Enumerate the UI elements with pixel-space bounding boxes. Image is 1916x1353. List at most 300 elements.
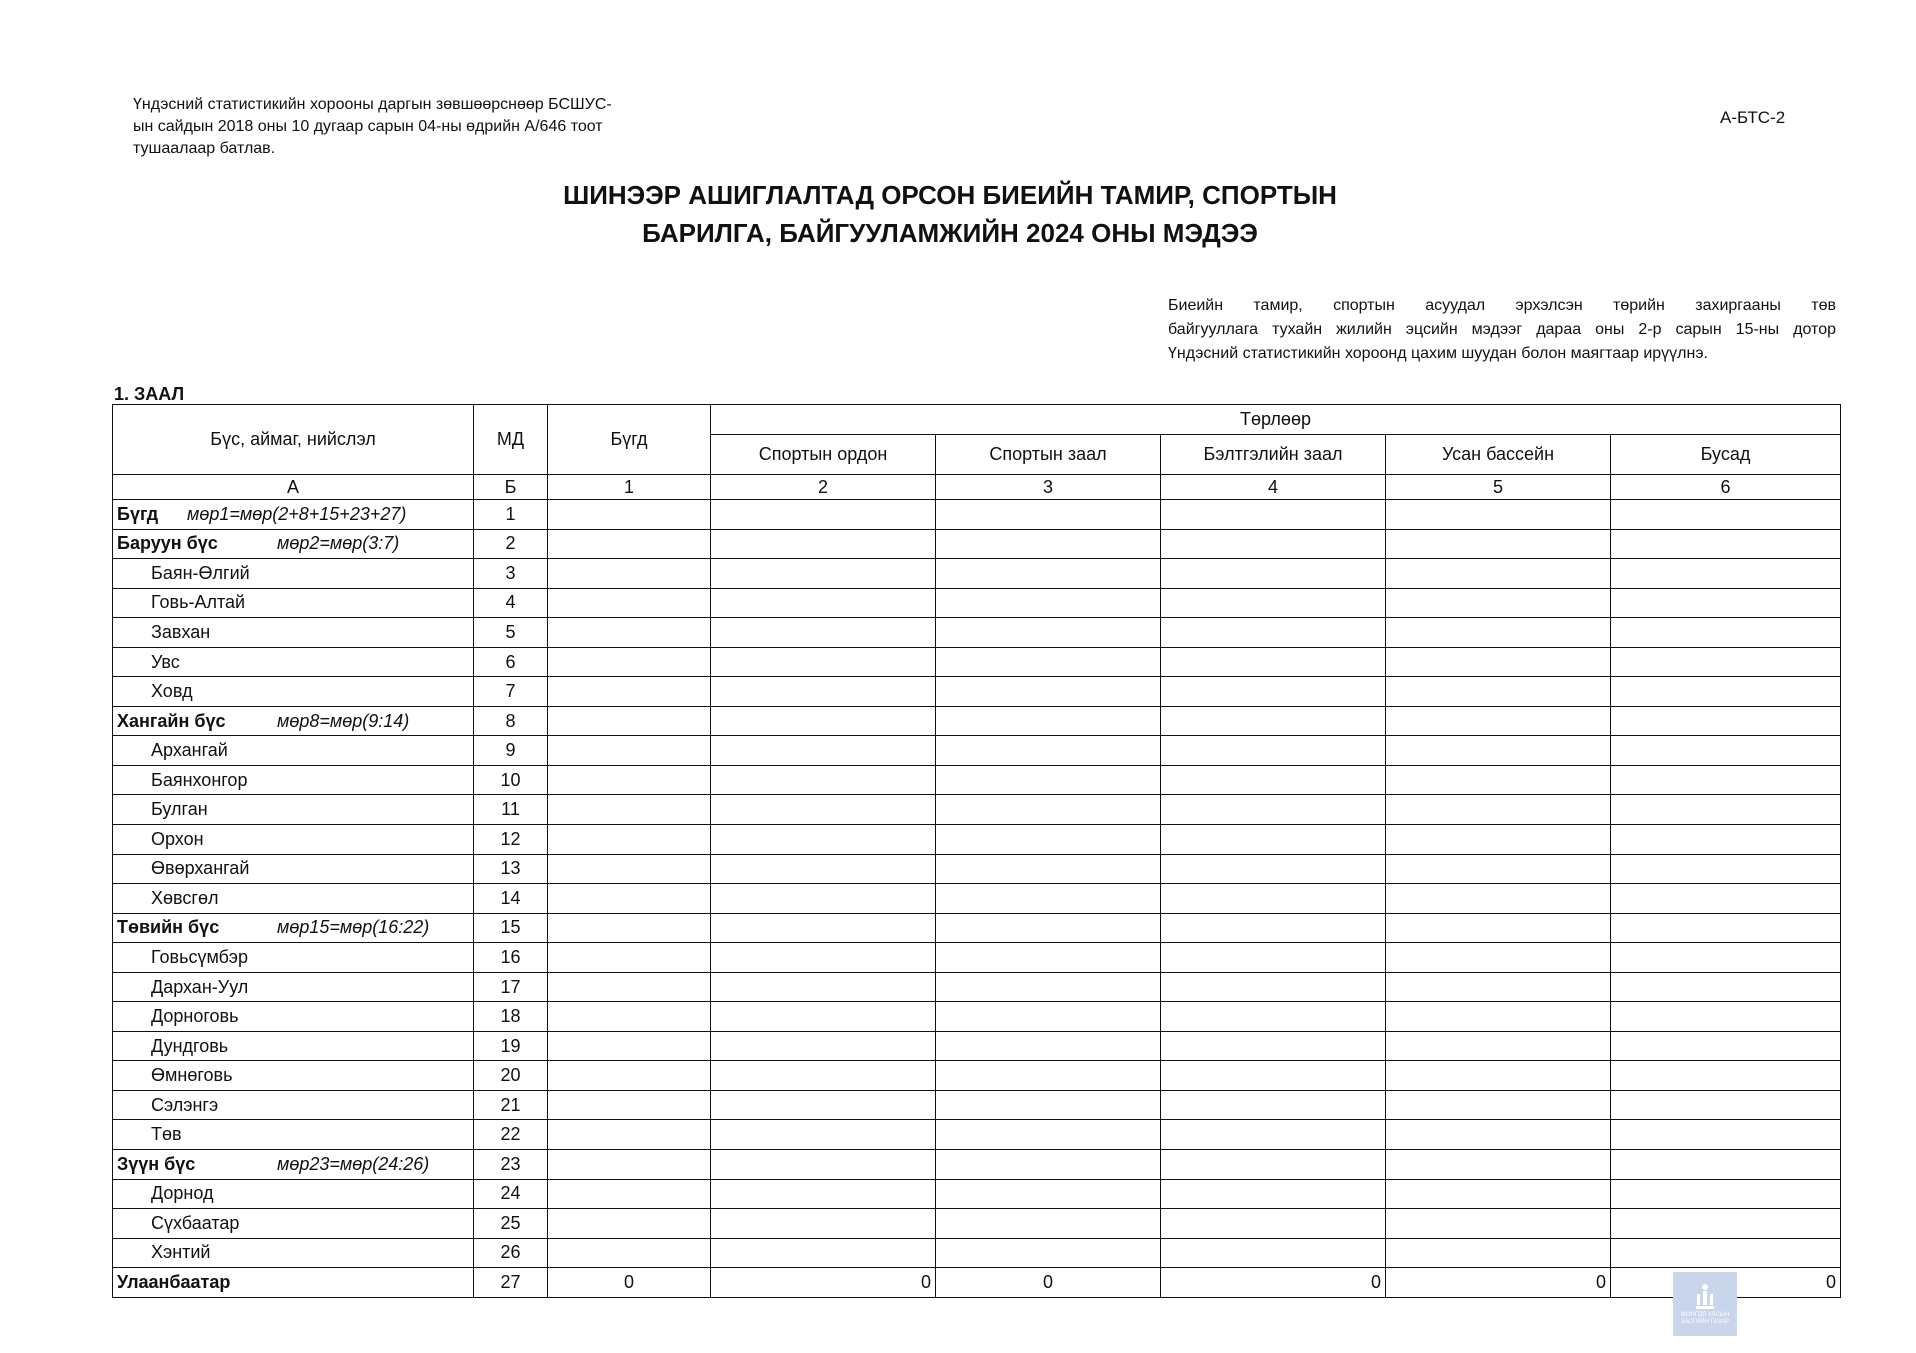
value-cell[interactable] [548, 1179, 711, 1209]
value-cell[interactable] [1386, 884, 1611, 914]
table-row [113, 1090, 1841, 1120]
value-cell[interactable] [1161, 1209, 1386, 1239]
state-emblem-icon [1694, 1282, 1716, 1312]
row-name: Говь-Алтай [151, 592, 246, 613]
row-md: 3 [474, 559, 548, 589]
value-cell[interactable] [1611, 618, 1841, 648]
value-cell[interactable] [1611, 559, 1841, 589]
value-cell[interactable] [711, 529, 936, 559]
row-name-cell [113, 588, 474, 618]
value-cell[interactable]: 0 [1611, 1268, 1841, 1298]
header-by-type: Төрлөөр [711, 405, 1841, 435]
row-md: 12 [474, 825, 548, 855]
value-cell[interactable] [1161, 795, 1386, 825]
row-name: Орхон [151, 828, 204, 849]
row-md: 10 [474, 765, 548, 795]
value-cell[interactable] [936, 706, 1161, 736]
value-cell[interactable] [1161, 972, 1386, 1002]
value-cell[interactable] [711, 1002, 936, 1032]
value-cell[interactable] [936, 854, 1161, 884]
column-index: 1 [548, 475, 711, 500]
value-cell[interactable] [1386, 825, 1611, 855]
value-cell[interactable] [1161, 706, 1386, 736]
table-row [113, 854, 1841, 884]
row-md: 2 [474, 529, 548, 559]
value-cell[interactable] [1611, 795, 1841, 825]
row-md: 16 [474, 943, 548, 973]
row-name-cell [113, 884, 474, 914]
table-row [113, 943, 1841, 973]
value-cell[interactable] [1386, 1090, 1611, 1120]
row-md: 7 [474, 677, 548, 707]
row-md: 27 [474, 1268, 548, 1298]
column-index: 3 [936, 475, 1161, 500]
row-md: 5 [474, 618, 548, 648]
row-md: 4 [474, 588, 548, 618]
value-cell[interactable] [548, 559, 711, 589]
value-cell[interactable] [1161, 884, 1386, 914]
row-md: 24 [474, 1179, 548, 1209]
value-cell[interactable]: 0 [1386, 1268, 1611, 1298]
value-cell[interactable] [1386, 1179, 1611, 1209]
approval-line: тушаалаар батлав. [133, 140, 276, 157]
row-name: Төвийн бүс [117, 917, 220, 938]
value-cell[interactable] [1161, 500, 1386, 530]
value-cell[interactable] [1161, 943, 1386, 973]
value-cell[interactable] [711, 913, 936, 943]
table-row [113, 825, 1841, 855]
value-cell[interactable] [1386, 588, 1611, 618]
value-cell[interactable] [1386, 1061, 1611, 1091]
row-name-cell [113, 1120, 474, 1150]
row-name: Ховд [151, 681, 193, 702]
value-cell[interactable] [711, 588, 936, 618]
column-index: А [113, 475, 474, 500]
row-md: 8 [474, 706, 548, 736]
row-formula: мөр23=мөр(24:26) [277, 1153, 430, 1174]
value-cell[interactable] [711, 736, 936, 766]
value-cell[interactable] [1611, 1061, 1841, 1091]
value-cell[interactable] [936, 1209, 1161, 1239]
row-name: Дорнод [151, 1183, 214, 1204]
value-cell[interactable] [1611, 1002, 1841, 1032]
value-cell[interactable] [1161, 1002, 1386, 1032]
row-name: Өвөрхангай [151, 858, 250, 879]
row-name-cell [113, 943, 474, 973]
value-cell[interactable] [936, 1179, 1161, 1209]
row-name-cell [113, 529, 474, 559]
row-md: 6 [474, 647, 548, 677]
row-md: 17 [474, 972, 548, 1002]
value-cell[interactable] [1161, 677, 1386, 707]
approval-line: ын сайдын 2018 оны 10 дугаар сарын 04-ны өдрийн А/646 тоот [133, 118, 603, 135]
value-cell[interactable] [548, 943, 711, 973]
value-cell[interactable] [548, 795, 711, 825]
value-cell[interactable] [936, 972, 1161, 1002]
value-cell[interactable] [1611, 943, 1841, 973]
value-cell[interactable] [1386, 736, 1611, 766]
value-cell[interactable] [548, 500, 711, 530]
table-row [113, 795, 1841, 825]
note-line: байгууллага тухайн жилийн эцсийн мэдээг дараа оны 2-р сарын 15-ны дотор [1168, 321, 1836, 338]
row-md: 23 [474, 1150, 548, 1180]
report-table [112, 404, 1841, 1298]
table-row [113, 1150, 1841, 1180]
value-cell[interactable] [548, 677, 711, 707]
value-cell[interactable] [1161, 1061, 1386, 1091]
row-formula: мөр1=мөр(2+8+15+23+27) [187, 503, 407, 524]
row-name: Архангай [151, 740, 228, 761]
value-cell[interactable] [936, 647, 1161, 677]
row-md: 9 [474, 736, 548, 766]
value-cell[interactable] [1386, 1120, 1611, 1150]
value-cell[interactable]: 0 [548, 1268, 711, 1298]
value-cell[interactable] [1161, 1031, 1386, 1061]
header-total: Бүгд [548, 405, 711, 475]
value-cell[interactable] [1161, 529, 1386, 559]
row-md: 19 [474, 1031, 548, 1061]
row-name-cell [113, 618, 474, 648]
table-row [113, 1120, 1841, 1150]
emblem-caption: МОНГОЛ УЛСЫН ЗАСГИЙН ГАЗАР [1680, 1312, 1730, 1325]
row-md: 1 [474, 500, 548, 530]
value-cell[interactable] [1386, 647, 1611, 677]
value-cell[interactable] [711, 1120, 936, 1150]
row-name-cell [113, 825, 474, 855]
value-cell[interactable] [711, 1150, 936, 1180]
value-cell[interactable] [1611, 706, 1841, 736]
value-cell[interactable] [711, 972, 936, 1002]
row-name: Өмнөговь [151, 1065, 233, 1086]
value-cell[interactable] [1386, 1238, 1611, 1268]
table-row [113, 1238, 1841, 1268]
value-cell[interactable] [548, 1150, 711, 1180]
value-cell[interactable] [936, 1090, 1161, 1120]
value-cell[interactable] [936, 677, 1161, 707]
value-cell[interactable] [936, 1120, 1161, 1150]
value-cell[interactable] [548, 647, 711, 677]
row-name: Хөвсгөл [151, 887, 219, 908]
row-name: Дархан-Уул [151, 976, 249, 997]
approval-line: Үндэсний статистикийн хорооны даргын зөвшөөрснөөр БСШУС- [133, 96, 612, 113]
value-cell[interactable] [1386, 1002, 1611, 1032]
value-cell[interactable] [1161, 1090, 1386, 1120]
row-name-cell [113, 795, 474, 825]
value-cell[interactable] [1386, 677, 1611, 707]
value-cell[interactable] [936, 618, 1161, 648]
value-cell[interactable] [548, 972, 711, 1002]
value-cell[interactable] [1611, 1179, 1841, 1209]
value-cell[interactable] [1386, 943, 1611, 973]
value-cell[interactable]: 0 [936, 1268, 1161, 1298]
value-cell[interactable] [1386, 559, 1611, 589]
row-name: Говьсүмбэр [151, 946, 248, 967]
submission-note [1168, 294, 1836, 366]
value-cell[interactable] [1386, 765, 1611, 795]
page-title [400, 176, 1500, 252]
value-cell[interactable] [548, 1090, 711, 1120]
column-index: 4 [1161, 475, 1386, 500]
value-cell[interactable] [1386, 500, 1611, 530]
value-cell[interactable] [1161, 1238, 1386, 1268]
value-cell[interactable] [548, 706, 711, 736]
value-cell[interactable] [548, 825, 711, 855]
value-cell[interactable] [711, 943, 936, 973]
table-row [113, 1031, 1841, 1061]
row-name-cell [113, 1061, 474, 1091]
value-cell[interactable] [1386, 1150, 1611, 1180]
value-cell[interactable] [1386, 972, 1611, 1002]
value-cell[interactable] [1611, 884, 1841, 914]
header-type: Бэлтгэлийн заал [1161, 435, 1386, 475]
value-cell[interactable] [1161, 559, 1386, 589]
value-cell[interactable] [1611, 765, 1841, 795]
row-name-cell [113, 1238, 474, 1268]
value-cell[interactable] [711, 854, 936, 884]
value-cell[interactable] [1611, 529, 1841, 559]
row-name-cell [113, 765, 474, 795]
value-cell[interactable] [711, 795, 936, 825]
value-cell[interactable] [1161, 588, 1386, 618]
value-cell[interactable] [548, 1061, 711, 1091]
value-cell[interactable] [711, 1061, 936, 1091]
row-md: 18 [474, 1002, 548, 1032]
row-name-cell [113, 559, 474, 589]
header-type: Спортын ордон [711, 435, 936, 475]
value-cell[interactable] [1611, 647, 1841, 677]
row-name-cell [113, 677, 474, 707]
table-row [113, 736, 1841, 766]
value-cell[interactable] [1386, 795, 1611, 825]
value-cell[interactable] [711, 706, 936, 736]
row-name-cell [113, 1209, 474, 1239]
value-cell[interactable] [1386, 618, 1611, 648]
row-md: 21 [474, 1090, 548, 1120]
value-cell[interactable] [1161, 825, 1386, 855]
section-title: 1. ЗААЛ [114, 384, 185, 404]
approval-note [133, 94, 693, 160]
value-cell[interactable] [711, 559, 936, 589]
row-name: Дундговь [151, 1035, 229, 1056]
value-cell[interactable] [936, 765, 1161, 795]
value-cell[interactable] [711, 677, 936, 707]
value-cell[interactable] [1611, 1120, 1841, 1150]
value-cell[interactable] [1161, 618, 1386, 648]
table-row [113, 647, 1841, 677]
column-index: Б [474, 475, 548, 500]
value-cell[interactable] [936, 1061, 1161, 1091]
value-cell[interactable] [711, 1179, 936, 1209]
row-name: Булган [151, 799, 208, 820]
value-cell[interactable] [1161, 765, 1386, 795]
value-cell[interactable] [711, 884, 936, 914]
row-name: Зүүн бүс [117, 1153, 196, 1174]
value-cell[interactable]: 0 [711, 1268, 936, 1298]
row-name-cell [113, 1150, 474, 1180]
value-cell[interactable] [1611, 1031, 1841, 1061]
row-name: Дорноговь [151, 1006, 239, 1027]
value-cell[interactable] [711, 1238, 936, 1268]
row-name: Бүгд [117, 503, 159, 524]
value-cell[interactable] [1611, 854, 1841, 884]
value-cell[interactable] [1611, 677, 1841, 707]
value-cell[interactable] [711, 500, 936, 530]
row-name: Завхан [151, 621, 211, 642]
value-cell[interactable] [1386, 529, 1611, 559]
row-formula: мөр2=мөр(3:7) [277, 533, 400, 554]
value-cell[interactable] [936, 500, 1161, 530]
value-cell[interactable] [936, 529, 1161, 559]
value-cell[interactable] [1611, 1209, 1841, 1239]
row-name: Хангайн бүс [117, 710, 226, 731]
value-cell[interactable] [548, 1031, 711, 1061]
title-line: БАРИЛГА, БАЙГУУЛАМЖИЙН 2024 ОНЫ МЭДЭЭ [642, 218, 1258, 248]
table-row [113, 618, 1841, 648]
row-name: Сэлэнгэ [151, 1094, 219, 1115]
header-type: Бусад [1611, 435, 1841, 475]
row-md: 11 [474, 795, 548, 825]
value-cell[interactable] [1611, 1150, 1841, 1180]
table-row [113, 1209, 1841, 1239]
row-formula: мөр8=мөр(9:14) [277, 710, 410, 731]
header-md: МД [474, 405, 548, 475]
value-cell[interactable] [548, 765, 711, 795]
row-md: 15 [474, 913, 548, 943]
value-cell[interactable] [711, 618, 936, 648]
value-cell[interactable] [936, 884, 1161, 914]
value-cell[interactable] [548, 736, 711, 766]
value-cell[interactable] [936, 588, 1161, 618]
note-line: Биеийн тамир, спортын асуудал эрхэлсэн төрийн захиргааны төв [1168, 297, 1836, 314]
table-row [113, 1179, 1841, 1209]
value-cell[interactable] [1161, 736, 1386, 766]
value-cell[interactable] [1611, 1090, 1841, 1120]
row-name-cell [113, 972, 474, 1002]
value-cell[interactable]: 0 [1161, 1268, 1386, 1298]
row-md: 14 [474, 884, 548, 914]
header-region: Бүс, аймаг, нийслэл [113, 405, 474, 475]
value-cell[interactable] [936, 1150, 1161, 1180]
value-cell[interactable] [548, 618, 711, 648]
value-cell[interactable] [1386, 854, 1611, 884]
row-formula: мөр15=мөр(16:22) [277, 917, 430, 938]
value-cell[interactable] [936, 736, 1161, 766]
value-cell[interactable] [1611, 825, 1841, 855]
value-cell[interactable] [548, 1120, 711, 1150]
value-cell[interactable] [1386, 1031, 1611, 1061]
row-name: Увс [151, 651, 180, 672]
table-row [113, 884, 1841, 914]
title-line: ШИНЭЭР АШИГЛАЛТАД ОРСОН БИЕИЙН ТАМИР, СПОРТЫН [563, 180, 1337, 210]
row-md: 25 [474, 1209, 548, 1239]
value-cell[interactable] [1161, 1120, 1386, 1150]
value-cell[interactable] [548, 529, 711, 559]
row-name: Баруун бүс [117, 533, 218, 554]
table-row [113, 913, 1841, 943]
value-cell[interactable] [548, 1209, 711, 1239]
value-cell[interactable] [936, 943, 1161, 973]
row-md: 13 [474, 854, 548, 884]
value-cell[interactable] [936, 559, 1161, 589]
government-emblem [1673, 1272, 1737, 1336]
row-name-cell [113, 913, 474, 943]
table-row [113, 765, 1841, 795]
value-cell[interactable] [548, 1002, 711, 1032]
note-line: Үндэсний статистикийн хороонд цахим шуудан болон маягтаар ирүүлнэ. [1168, 345, 1708, 362]
row-md: 22 [474, 1120, 548, 1150]
value-cell[interactable] [548, 884, 711, 914]
value-cell[interactable] [1386, 1209, 1611, 1239]
value-cell[interactable] [711, 765, 936, 795]
value-cell[interactable] [1611, 736, 1841, 766]
table-row [113, 500, 1841, 530]
value-cell[interactable] [1386, 706, 1611, 736]
column-index: 2 [711, 475, 936, 500]
value-cell[interactable] [1161, 1179, 1386, 1209]
row-name: Баянхонгор [151, 769, 248, 790]
value-cell[interactable] [1611, 1238, 1841, 1268]
value-cell[interactable] [1611, 913, 1841, 943]
value-cell[interactable] [711, 1209, 936, 1239]
row-name: Сүхбаатар [151, 1212, 240, 1233]
value-cell[interactable] [1611, 972, 1841, 1002]
value-cell[interactable] [1161, 647, 1386, 677]
value-cell[interactable] [548, 913, 711, 943]
table-row [113, 1002, 1841, 1032]
column-index: 6 [1611, 475, 1841, 500]
value-cell[interactable] [936, 1031, 1161, 1061]
header-type: Спортын заал [936, 435, 1161, 475]
value-cell[interactable] [548, 588, 711, 618]
value-cell[interactable] [1386, 913, 1611, 943]
row-name-cell [113, 706, 474, 736]
table-row [113, 1268, 1841, 1298]
value-cell[interactable] [936, 1002, 1161, 1032]
value-cell[interactable] [711, 647, 936, 677]
value-cell[interactable] [1161, 854, 1386, 884]
table-row [113, 706, 1841, 736]
value-cell[interactable] [1161, 1150, 1386, 1180]
value-cell[interactable] [548, 854, 711, 884]
value-cell[interactable] [936, 825, 1161, 855]
table-row [113, 972, 1841, 1002]
row-name: Төв [151, 1124, 182, 1145]
form-code: А-БТС-2 [1720, 108, 1786, 127]
value-cell[interactable] [936, 795, 1161, 825]
row-md: 20 [474, 1061, 548, 1091]
value-cell[interactable] [711, 1090, 936, 1120]
row-name-cell [113, 500, 474, 530]
table-row [113, 529, 1841, 559]
row-md: 26 [474, 1238, 548, 1268]
value-cell[interactable] [1611, 588, 1841, 618]
row-name-cell [113, 1268, 474, 1298]
table-body [113, 500, 1841, 1298]
value-cell[interactable] [548, 1238, 711, 1268]
table-row [113, 588, 1841, 618]
value-cell[interactable] [936, 913, 1161, 943]
row-name: Хэнтий [151, 1242, 211, 1263]
value-cell[interactable] [1611, 500, 1841, 530]
value-cell[interactable] [711, 1031, 936, 1061]
value-cell[interactable] [936, 1238, 1161, 1268]
row-name-cell [113, 1002, 474, 1032]
value-cell[interactable] [711, 825, 936, 855]
value-cell[interactable] [1161, 913, 1386, 943]
row-name: Улаанбаатар [117, 1271, 231, 1292]
column-index: 5 [1386, 475, 1611, 500]
row-name-cell [113, 1031, 474, 1061]
